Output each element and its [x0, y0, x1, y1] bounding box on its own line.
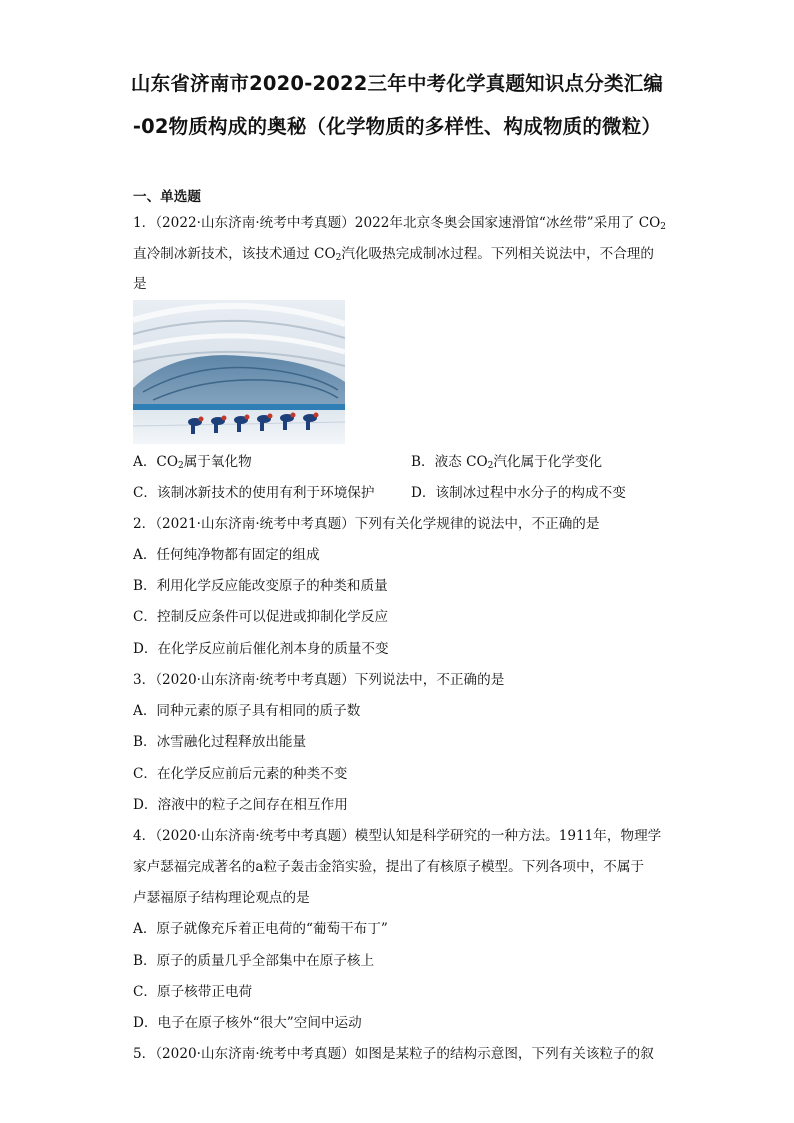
question-4-line1: 4．（2020·山东济南·统考中考真题）模型认知是科学研究的一种方法。1911年，物理学	[133, 828, 662, 844]
q2-option-d: D．在化学反应前后催化剂本身的质量不变	[133, 641, 389, 657]
co2-formula: $CO_2$	[314, 246, 342, 263]
document-title-line1: 山东省济南市2020-2022三年中考化学真题知识点分类汇编	[130, 72, 664, 95]
q2-option-a: A．任何纯净物都有固定的组成	[133, 547, 320, 563]
question-2-stem: 2．（2021·山东济南·统考中考真题）下列有关化学规律的说法中，不正确的是	[133, 516, 600, 532]
q1-text: 汽化吸热完成制冰过程。下列相关说法中，不合理的	[341, 246, 654, 262]
speed-skating-photo	[133, 300, 345, 444]
q3-option-a: A．同种元素的原子具有相同的质子数	[133, 703, 361, 719]
co2-formula: $CO_2$	[156, 454, 184, 471]
q1-option-d: D．该制冰过程中水分子的构成不变	[411, 485, 626, 501]
question-1-line2	[133, 245, 654, 263]
q1-option-a: A．$CO_2$属于氧化物	[133, 454, 252, 471]
question-4-line3: 卢瑟福原子结构理论观点的是	[133, 890, 310, 906]
q3-option-c: C．在化学反应前后元素的种类不变	[133, 766, 348, 782]
q1-text: 直冷制冰新技术，该技术通过	[133, 246, 310, 262]
q4-option-a: A．原子就像充斥着正电荷的“葡萄干布丁”	[133, 921, 388, 937]
section-heading: 一、单选题	[133, 189, 201, 205]
question-3-stem: 3．（2020·山东济南·统考中考真题）下列说法中，不正确的是	[133, 672, 505, 688]
q4-option-b: B．原子的质量几乎全部集中在原子核上	[133, 953, 375, 969]
q2-option-b: B．利用化学反应能改变原子的种类和质量	[133, 578, 388, 594]
document-title-line2: -02物质构成的奥秘（化学物质的多样性、构成物质的微粒）	[132, 115, 662, 138]
question-1-line3: 是	[133, 276, 147, 292]
q1-text: 1．（2022·山东济南·统考中考真题）2022年北京冬奥会国家速滑馆“冰丝带”采用了	[133, 215, 635, 231]
co2-formula: $CO_2$	[638, 215, 666, 232]
q4-option-c: C．原子核带正电荷	[133, 984, 253, 1000]
q3-option-d: D．溶液中的粒子之间存在相互作用	[133, 797, 348, 813]
co2-formula: $CO_2$	[466, 454, 494, 471]
q1-option-c: C．该制冰新技术的使用有利于环境保护	[133, 485, 375, 501]
question-4-line2: 家卢瑟福完成著名的a粒子轰击金箔实验，提出了有核原子模型。下列各项中，不属于	[133, 859, 645, 875]
question-5-line1: 5．（2020·山东济南·统考中考真题）如图是某粒子的结构示意图，下列有关该粒子的叙	[133, 1046, 654, 1062]
q3-option-b: B．冰雪融化过程释放出能量	[133, 734, 307, 750]
q2-option-c: C．控制反应条件可以促进或抑制化学反应	[133, 609, 389, 625]
question-1-line1	[133, 214, 666, 232]
q4-option-d: D．电子在原子核外“很大”空间中运动	[133, 1015, 362, 1031]
q1-option-b: B．液态 $CO_2$汽化属于化学变化	[411, 454, 603, 471]
